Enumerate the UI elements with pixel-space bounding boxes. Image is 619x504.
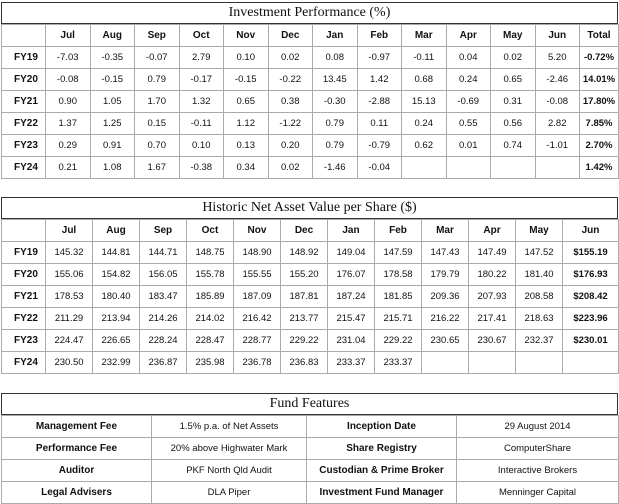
performance-cell: -0.38 <box>179 157 224 179</box>
nav-cell: 187.24 <box>328 286 375 308</box>
nav-cell: 185.89 <box>187 286 234 308</box>
nav-cell: 181.85 <box>375 286 422 308</box>
table-row <box>2 135 619 157</box>
nav-cell: 179.79 <box>422 264 469 286</box>
performance-header-row <box>2 25 619 47</box>
nav-cell: 155.06 <box>46 264 93 286</box>
nav-cell: 187.81 <box>281 286 328 308</box>
performance-cell: -7.03 <box>46 47 91 69</box>
performance-cell <box>491 157 536 179</box>
performance-cell: -0.08 <box>535 91 580 113</box>
performance-cell: 1.37 <box>46 113 91 135</box>
performance-cell: 0.11 <box>357 113 402 135</box>
table-row <box>2 352 619 374</box>
nav-header-cell: Apr <box>469 220 516 242</box>
feature-value: 20% above Highwater Mark <box>152 438 307 460</box>
nav-cell: 180.22 <box>469 264 516 286</box>
nav-cell <box>469 352 516 374</box>
performance-cell: -0.22 <box>268 69 313 91</box>
nav-cell: 208.58 <box>516 286 563 308</box>
year-label: FY23 <box>2 330 46 352</box>
nav-header-cell: Jun <box>563 220 619 242</box>
performance-cell: -0.35 <box>90 47 135 69</box>
nav-cell: 236.83 <box>281 352 328 374</box>
feature-value: DLA Piper <box>152 482 307 504</box>
performance-cell: 0.65 <box>491 69 536 91</box>
table-row <box>2 308 619 330</box>
table-row <box>2 91 619 113</box>
nav-cell: 232.37 <box>516 330 563 352</box>
nav-cell: 178.58 <box>375 264 422 286</box>
nav-title: Historic Net Asset Value per Share ($) <box>1 197 618 219</box>
performance-cell: -0.11 <box>179 113 224 135</box>
performance-cell: 2.82 <box>535 113 580 135</box>
performance-title: Investment Performance (%) <box>1 2 618 24</box>
table-row <box>2 47 619 69</box>
performance-cell: -0.08 <box>46 69 91 91</box>
performance-cell: 13.45 <box>313 69 358 91</box>
nav-cell: 216.42 <box>234 308 281 330</box>
nav-cell: 144.71 <box>140 242 187 264</box>
nav-header-cell: Jul <box>46 220 93 242</box>
nav-cell: 215.47 <box>328 308 375 330</box>
nav-cell: 214.02 <box>187 308 234 330</box>
nav-header-cell: Aug <box>93 220 140 242</box>
performance-cell: 0.20 <box>268 135 313 157</box>
nav-cell: 155.55 <box>234 264 281 286</box>
year-label: FY19 <box>2 47 46 69</box>
nav-cell: 183.47 <box>140 286 187 308</box>
performance-cell: 0.29 <box>46 135 91 157</box>
nav-cell: 207.93 <box>469 286 516 308</box>
performance-header-cell: Feb <box>357 25 402 47</box>
performance-header-cell: Jan <box>313 25 358 47</box>
nav-cell: 229.22 <box>375 330 422 352</box>
performance-cell: 1.12 <box>224 113 269 135</box>
table-row <box>2 286 619 308</box>
feature-label: Custodian & Prime Broker <box>307 460 457 482</box>
feature-value: 29 August 2014 <box>457 416 619 438</box>
performance-cell: -0.15 <box>224 69 269 91</box>
performance-cell: 0.55 <box>446 113 491 135</box>
performance-cell: 0.34 <box>224 157 269 179</box>
year-label: FY19 <box>2 242 46 264</box>
performance-cell: 0.02 <box>268 47 313 69</box>
nav-cell <box>422 352 469 374</box>
performance-cell: 0.01 <box>446 135 491 157</box>
nav-cell: 230.65 <box>422 330 469 352</box>
nav-cell: 231.04 <box>328 330 375 352</box>
performance-cell: 0.70 <box>135 135 180 157</box>
feature-row <box>2 460 619 482</box>
performance-cell: -0.07 <box>135 47 180 69</box>
performance-cell <box>402 157 447 179</box>
performance-cell: 0.79 <box>313 113 358 135</box>
nav-cell: 215.71 <box>375 308 422 330</box>
performance-cell: 1.05 <box>90 91 135 113</box>
performance-cell: -0.30 <box>313 91 358 113</box>
features-title: Fund Features <box>1 393 618 415</box>
nav-header-cell: Feb <box>375 220 422 242</box>
june-nav-cell: $155.19 <box>563 242 619 264</box>
performance-cell: -1.22 <box>268 113 313 135</box>
performance-cell: 0.68 <box>402 69 447 91</box>
performance-header-cell <box>2 25 46 47</box>
nav-cell: 213.77 <box>281 308 328 330</box>
nav-cell: 145.32 <box>46 242 93 264</box>
nav-header-cell: Sep <box>140 220 187 242</box>
performance-cell: 2.79 <box>179 47 224 69</box>
feature-label: Investment Fund Manager <box>307 482 457 504</box>
year-label: FY24 <box>2 157 46 179</box>
nav-cell: 233.37 <box>375 352 422 374</box>
table-row <box>2 157 619 179</box>
performance-cell: -0.97 <box>357 47 402 69</box>
nav-cell: 236.87 <box>140 352 187 374</box>
performance-cell: -0.04 <box>357 157 402 179</box>
nav-cell: 148.92 <box>281 242 328 264</box>
nav-cell: 226.65 <box>93 330 140 352</box>
performance-header-cell: Aug <box>90 25 135 47</box>
nav-cell: 228.24 <box>140 330 187 352</box>
feature-label: Auditor <box>2 460 152 482</box>
performance-header-cell: Jun <box>535 25 580 47</box>
nav-cell: 180.40 <box>93 286 140 308</box>
total-cell: 1.42% <box>580 157 619 179</box>
nav-header-cell: Oct <box>187 220 234 242</box>
june-nav-cell: $223.96 <box>563 308 619 330</box>
nav-cell: 214.26 <box>140 308 187 330</box>
june-nav-cell: $230.01 <box>563 330 619 352</box>
nav-cell: 147.52 <box>516 242 563 264</box>
nav-header-cell: Mar <box>422 220 469 242</box>
nav-cell: 230.67 <box>469 330 516 352</box>
performance-cell: -0.11 <box>402 47 447 69</box>
performance-cell: 0.38 <box>268 91 313 113</box>
nav-cell: 232.99 <box>93 352 140 374</box>
performance-cell: 0.79 <box>313 135 358 157</box>
nav-cell: 217.41 <box>469 308 516 330</box>
table-row <box>2 242 619 264</box>
performance-header-cell: Nov <box>224 25 269 47</box>
nav-cell: 211.29 <box>46 308 93 330</box>
performance-header-cell: Jul <box>46 25 91 47</box>
performance-cell: 0.24 <box>446 69 491 91</box>
performance-cell: 0.08 <box>313 47 358 69</box>
nav-header-cell: Dec <box>281 220 328 242</box>
nav-cell: 228.47 <box>187 330 234 352</box>
table-row <box>2 113 619 135</box>
performance-cell: 0.91 <box>90 135 135 157</box>
performance-cell: -2.46 <box>535 69 580 91</box>
performance-cell: 1.67 <box>135 157 180 179</box>
nav-cell: 213.94 <box>93 308 140 330</box>
performance-cell: 0.21 <box>46 157 91 179</box>
nav-cell: 230.50 <box>46 352 93 374</box>
performance-cell: 0.65 <box>224 91 269 113</box>
performance-cell: -0.79 <box>357 135 402 157</box>
nav-header-cell <box>2 220 46 242</box>
performance-header-cell: May <box>491 25 536 47</box>
performance-cell: 1.08 <box>90 157 135 179</box>
june-nav-cell <box>563 352 619 374</box>
total-cell: 14.01% <box>580 69 619 91</box>
nav-cell: 147.59 <box>375 242 422 264</box>
performance-cell: 0.15 <box>135 113 180 135</box>
total-cell: 7.85% <box>580 113 619 135</box>
table-row <box>2 330 619 352</box>
performance-cell: 0.56 <box>491 113 536 135</box>
performance-header-cell: Mar <box>402 25 447 47</box>
nav-cell: 216.22 <box>422 308 469 330</box>
nav-cell: 144.81 <box>93 242 140 264</box>
nav-cell: 148.75 <box>187 242 234 264</box>
performance-header-cell: Apr <box>446 25 491 47</box>
performance-cell: 1.32 <box>179 91 224 113</box>
performance-cell: 0.02 <box>491 47 536 69</box>
performance-cell: 5.20 <box>535 47 580 69</box>
performance-cell: 0.10 <box>224 47 269 69</box>
feature-value: 1.5% p.a. of Net Assets <box>152 416 307 438</box>
year-label: FY22 <box>2 308 46 330</box>
performance-cell: -0.69 <box>446 91 491 113</box>
table-row <box>2 264 619 286</box>
nav-cell: 229.22 <box>281 330 328 352</box>
feature-value: PKF North Qld Audit <box>152 460 307 482</box>
performance-cell: -0.15 <box>90 69 135 91</box>
year-label: FY20 <box>2 69 46 91</box>
feature-label: Share Registry <box>307 438 457 460</box>
table-row <box>2 69 619 91</box>
nav-cell: 149.04 <box>328 242 375 264</box>
feature-label: Legal Advisers <box>2 482 152 504</box>
nav-cell: 218.63 <box>516 308 563 330</box>
june-nav-cell: $176.93 <box>563 264 619 286</box>
june-nav-cell: $208.42 <box>563 286 619 308</box>
performance-cell: 0.10 <box>179 135 224 157</box>
investment-performance-section <box>1 2 618 179</box>
feature-row <box>2 438 619 460</box>
performance-header-cell: Dec <box>268 25 313 47</box>
performance-cell: 1.25 <box>90 113 135 135</box>
performance-cell <box>446 157 491 179</box>
total-cell: 2.70% <box>580 135 619 157</box>
performance-cell: 1.42 <box>357 69 402 91</box>
performance-cell: 0.13 <box>224 135 269 157</box>
nav-cell: 236.78 <box>234 352 281 374</box>
feature-value: ComputerShare <box>457 438 619 460</box>
feature-value: Menninger Capital <box>457 482 619 504</box>
year-label: FY24 <box>2 352 46 374</box>
performance-cell: 0.62 <box>402 135 447 157</box>
nav-header-row <box>2 220 619 242</box>
fund-features-section <box>1 393 618 504</box>
total-cell: 17.80% <box>580 91 619 113</box>
performance-header-cell: Total <box>580 25 619 47</box>
nav-cell: 156.05 <box>140 264 187 286</box>
nav-header-cell: Jan <box>328 220 375 242</box>
nav-header-cell: Nov <box>234 220 281 242</box>
features-table <box>1 415 619 504</box>
nav-cell: 176.07 <box>328 264 375 286</box>
year-label: FY21 <box>2 91 46 113</box>
nav-cell: 235.98 <box>187 352 234 374</box>
nav-cell: 224.47 <box>46 330 93 352</box>
performance-cell: 0.79 <box>135 69 180 91</box>
nav-table <box>1 219 619 374</box>
performance-cell: 0.31 <box>491 91 536 113</box>
year-label: FY23 <box>2 135 46 157</box>
year-label: FY20 <box>2 264 46 286</box>
year-label: FY22 <box>2 113 46 135</box>
nav-cell: 233.37 <box>328 352 375 374</box>
performance-cell: 0.74 <box>491 135 536 157</box>
feature-row <box>2 482 619 504</box>
nav-cell: 155.78 <box>187 264 234 286</box>
performance-cell: 1.70 <box>135 91 180 113</box>
performance-cell: 15.13 <box>402 91 447 113</box>
performance-cell <box>535 157 580 179</box>
nav-cell: 181.40 <box>516 264 563 286</box>
nav-cell <box>516 352 563 374</box>
performance-cell: 0.04 <box>446 47 491 69</box>
nav-cell: 155.20 <box>281 264 328 286</box>
year-label: FY21 <box>2 286 46 308</box>
performance-header-cell: Sep <box>135 25 180 47</box>
nav-cell: 147.43 <box>422 242 469 264</box>
feature-label: Management Fee <box>2 416 152 438</box>
performance-cell: 0.02 <box>268 157 313 179</box>
nav-section <box>1 197 618 374</box>
performance-cell: -2.88 <box>357 91 402 113</box>
feature-value: Interactive Brokers <box>457 460 619 482</box>
performance-cell: -1.46 <box>313 157 358 179</box>
performance-header-cell: Oct <box>179 25 224 47</box>
performance-cell: -0.17 <box>179 69 224 91</box>
performance-cell: -1.01 <box>535 135 580 157</box>
performance-table <box>1 24 619 179</box>
nav-cell: 228.77 <box>234 330 281 352</box>
nav-cell: 178.53 <box>46 286 93 308</box>
nav-cell: 154.82 <box>93 264 140 286</box>
nav-cell: 148.90 <box>234 242 281 264</box>
nav-cell: 209.36 <box>422 286 469 308</box>
feature-row <box>2 416 619 438</box>
performance-cell: 0.24 <box>402 113 447 135</box>
nav-header-cell: May <box>516 220 563 242</box>
feature-label: Inception Date <box>307 416 457 438</box>
performance-cell: 0.90 <box>46 91 91 113</box>
nav-cell: 147.49 <box>469 242 516 264</box>
nav-cell: 187.09 <box>234 286 281 308</box>
total-cell: -0.72% <box>580 47 619 69</box>
feature-label: Performance Fee <box>2 438 152 460</box>
